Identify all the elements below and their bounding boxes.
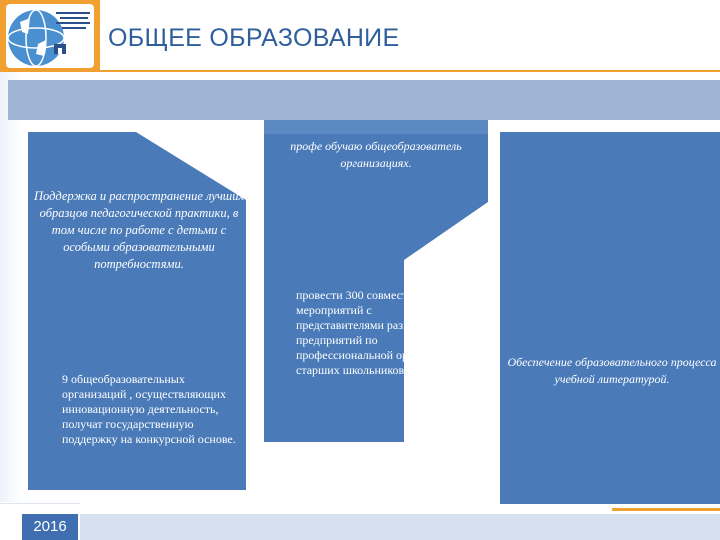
header-divider	[100, 70, 720, 72]
left-decor-strip	[0, 72, 22, 502]
chevron-panel-1	[28, 132, 250, 490]
chevron-shape	[500, 132, 720, 504]
panel-2-body: провести 300 совместных мероприятий с представителями разных предприятий по профессиональной ориентации старших школьников.	[296, 288, 457, 377]
footer-band	[80, 514, 720, 540]
panel-2-heading: профе обучаю общеобразователь организациях.	[290, 139, 462, 170]
chevron-panel-2	[264, 120, 492, 442]
globe-logo-icon	[6, 4, 94, 68]
footer-accent	[612, 508, 720, 511]
panel-1-body: 9 общеобразовательных организаций , осуществляющих инновационную деятельность, получат государственную поддержку на конкурсной основе.	[62, 372, 236, 446]
panel-1-heading: Поддержка и распространение лучших образцов педагогической практики, в том числе по работе с детьми с особыми образовательными потребностями.	[33, 189, 245, 271]
logo-frame	[0, 0, 100, 72]
year-badge: 2016	[22, 514, 78, 540]
chevron-panel-3	[500, 132, 720, 504]
footer-rule	[0, 503, 80, 504]
top-band	[8, 80, 720, 120]
logo	[6, 4, 94, 68]
page-title: ОБЩЕЕ ОБРАЗОВАНИЕ	[108, 24, 400, 52]
panel-3-heading: Обеспечение образовательного процесса учебной литературой.	[507, 355, 717, 386]
